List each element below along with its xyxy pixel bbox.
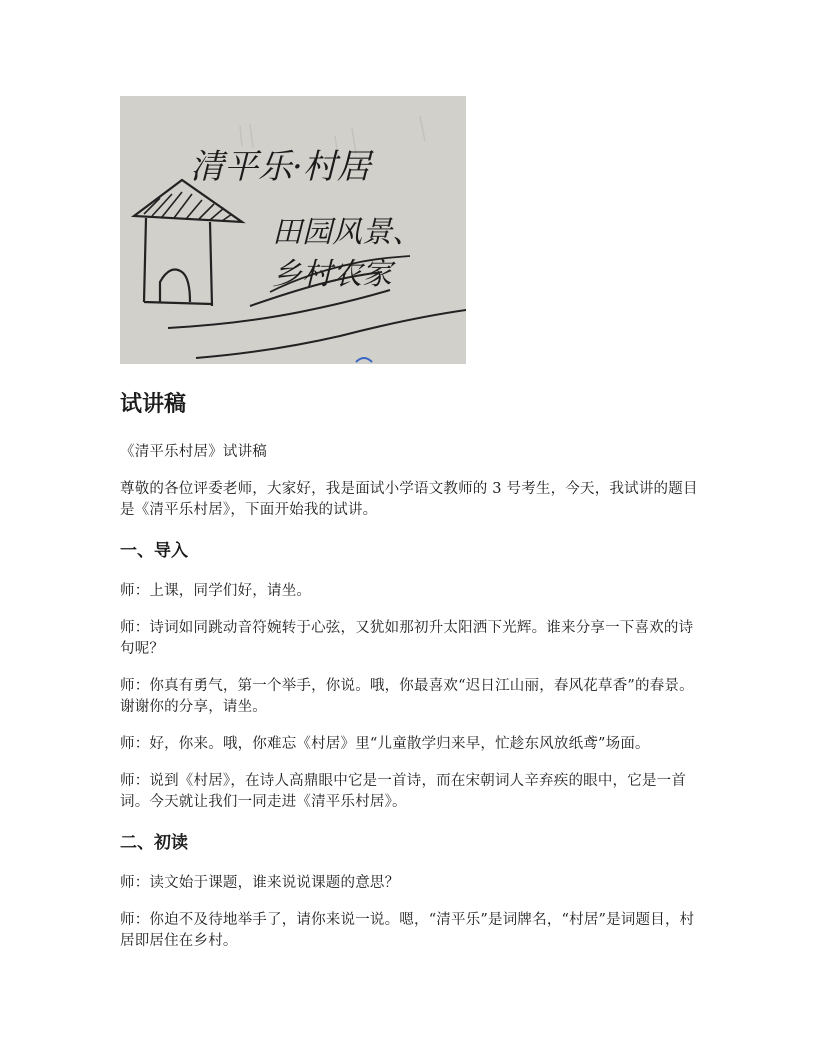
section-heading: 一、导入: [120, 541, 188, 561]
handwritten-line-1: 田园风景、: [272, 215, 422, 250]
paragraph: 师：你迫不及待地举手了，请你来说一说。嗯，“清平乐”是词牌名，“村居”是词题目，村居即居住在乡村。: [120, 912, 695, 949]
hand-drawn-sketch-icon: [120, 96, 466, 364]
handwritten-title: 清平乐·村居: [190, 147, 371, 187]
intro-paragraph: 尊敬的各位评委老师，大家好，我是面试小学语文教师的 3 号考生，今天，我试讲的题目是《清平乐村居》，下面开始我的试讲。: [120, 481, 698, 518]
paragraph: 师：诗词如同跳动音符婉转于心弦，又犹如那初升太阳洒下光辉。谁来分享一下喜欢的诗句呢？: [120, 620, 694, 657]
sketch-photo: [120, 96, 466, 364]
paragraph: 师：上课，同学们好，请坐。: [120, 583, 312, 599]
paragraph: 师：说到《村居》，在诗人高鼎眼中它是一首诗，而在宋朝词人辛弃疾的眼中，它是一首词。今天就让我们一同走进《清平乐村居》。: [120, 773, 687, 810]
paragraph: 师：读文始于课题，谁来说说课题的意思？: [120, 875, 400, 891]
handwritten-line-2: 乡村农家: [272, 257, 392, 292]
page-title: 试讲稿: [120, 392, 187, 417]
document-page: [120, 96, 700, 952]
subtitle: 《清平乐村居》试讲稿: [120, 444, 267, 460]
section-heading: 二、初读: [120, 833, 188, 853]
paragraph: 师：你真有勇气，第一个举手，你说。哦，你最喜欢“迟日江山丽，春风花草香”的春景。 谢谢你的分享，请坐。: [120, 678, 694, 715]
paragraph: 师：好，你来。哦，你难忘《村居》里“儿童散学归来早，忙趁东风放纸鸢”场面。: [120, 736, 650, 752]
